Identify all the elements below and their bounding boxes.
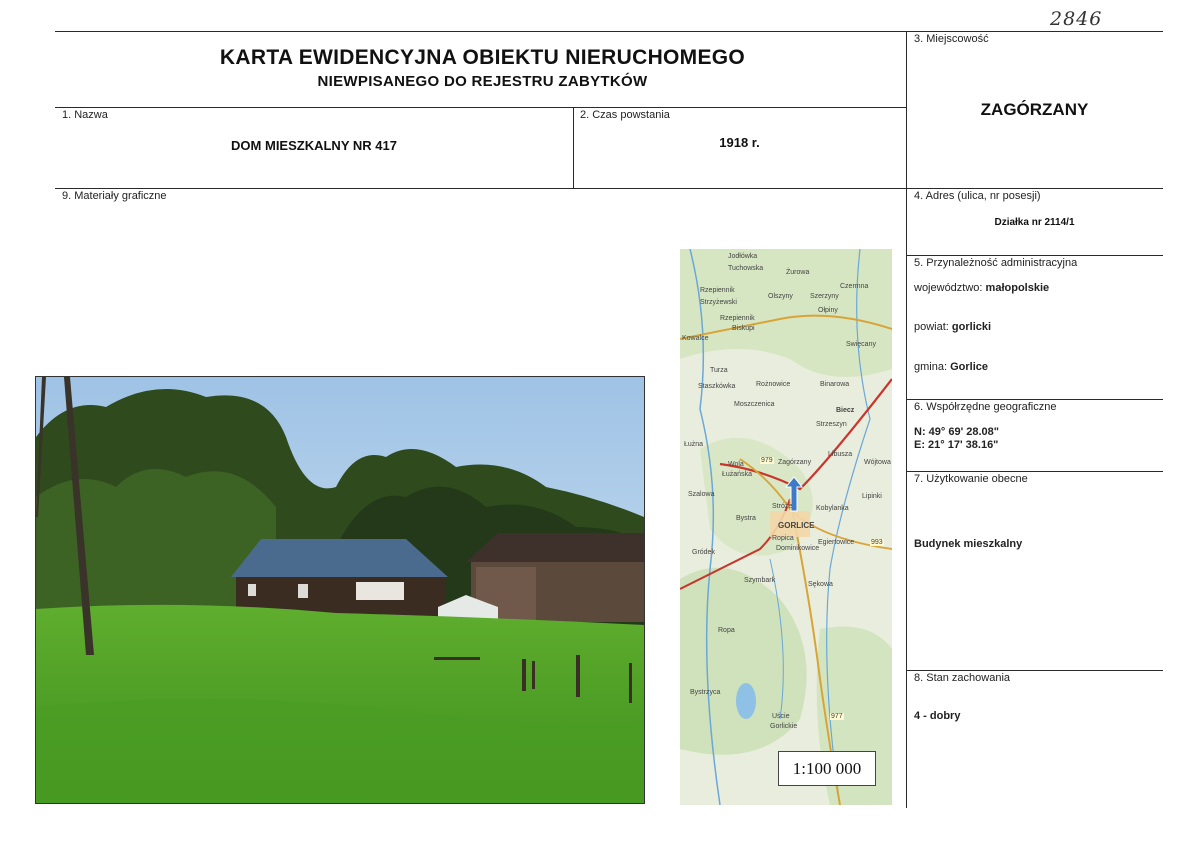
map-place-szerzyny: Szerzyny [810,293,839,300]
map-place-libusza: Libusza [828,451,853,458]
adres-bottom-line [906,255,1163,256]
map-place-szymbark: Szymbark [744,577,776,584]
map-place-biskupi: Biskupi [732,325,755,332]
map-place-zurowa: Żurowa [786,269,810,276]
stan-label: 8. Stan zachowania [914,672,1011,684]
wojewodztwo-value: małopolskie [985,282,1050,294]
gmina-label: gmina: [914,361,948,373]
miejscowosc-value: ZAGÓRZANY [980,100,1089,119]
map-place-sekowa: Sękowa [808,581,833,588]
map-place-gorlickie: Gorlickie [770,723,798,730]
przynaleznosc-bottom-line [906,399,1163,400]
title-bottom-line [55,107,906,108]
wspolrzedne-label: 6. Współrzędne geograficzne [914,401,1057,413]
map-place-rzepiennik-2: Rzepiennik [720,315,755,322]
handwritten-number: 2846 [1050,8,1103,30]
miejscowosc-label: 3. Miejscowość [914,33,989,45]
gmina-row [914,361,988,373]
map-place-zagorzany: Zagórzany [778,459,812,466]
wojewodztwo-row [914,282,1049,294]
map-place-dominikowice: Dominikowice [776,545,820,552]
stan-value: 4 - dobry [914,710,961,722]
map-place-binarowa: Binarowa [820,381,850,388]
wojewodztwo-label: województwo: [914,282,983,294]
czas-label: 2. Czas powstania [580,109,670,121]
map-place-strzyzewski: Strzyżewski [700,299,737,306]
map-place-tuchowska: Tuchowska [728,265,764,272]
map-place-kobylanka: Kobylanka [816,505,849,512]
map-place-turza: Turza [710,367,728,374]
map-scale-label: 1:100 000 [778,751,876,786]
map-place-biecz: Biecz [836,407,855,414]
top-border-line [55,31,1163,32]
wspolrzedne-bottom-line [906,471,1163,472]
map-road-979: 979 [761,457,773,464]
map-place-ropa: Ropa [718,627,735,634]
nazwa-value: DOM MIESZKALNY NR 417 [231,138,397,153]
map-place-lipinki: Lipinki [862,493,882,500]
przynaleznosc-label: 5. Przynależność administracyjna [914,257,1078,269]
map-place-bystrzyca: Bystrzyca [690,689,721,696]
map-place-grodek: Gródek [692,549,715,556]
coordinate-e: E: 21° 17' 38.16" [914,439,999,451]
map-place-luzanska: Łużańska [722,471,752,478]
map-place-staszkowka: Staszkówka [698,383,736,390]
map-place-wojtowa: Wójtowa [864,459,891,466]
map-place-wola: Wola [728,461,744,468]
map-place-czermna: Czermna [840,283,869,290]
map-place-olszyny: Olszyny [768,293,793,300]
coordinate-n: N: 49° 69' 28.08" [914,426,1000,438]
czas-value: 1918 r. [719,135,760,150]
adres-label: 4. Adres (ulica, nr posesji) [914,190,1041,202]
page-subtitle: NIEWPISANEGO DO REJESTRU ZABYTKÓW [317,73,648,90]
row2-bottom-line [55,188,1163,189]
nazwa-label: 1. Nazwa [62,109,108,121]
map-place-bystra: Bystra [736,515,756,522]
map-road-993: 993 [871,539,883,546]
map-place-jodlowka: Jodłówka [728,253,758,260]
map-place-gorlice: GORLICE [778,521,815,530]
map-place-swiecany: Swięcany [846,341,876,348]
uzytkowanie-bottom-line [906,670,1163,671]
uzytkowanie-value: Budynek mieszkalny [914,538,1023,550]
right-column-divider [906,31,907,808]
adres-value: Działka nr 2114/1 [994,217,1075,228]
map-place-kowalce: Kowalce [682,335,709,342]
powiat-row [914,321,991,333]
uzytkowanie-label: 7. Użytkowanie obecne [914,473,1028,485]
map-place-stroze: Stróże [772,503,793,510]
map-place-olpiny: Ołpiny [818,307,838,314]
house-photo [35,376,645,804]
powiat-value: gorlicki [951,321,992,333]
map-place-roznowice: Rożnowice [756,381,791,388]
location-map [680,249,892,805]
map-place-rzepiennik: Rzepiennik [700,287,735,294]
map-place-luzna: Łużna [684,441,704,448]
map-place-moszczenica: Moszczenica [734,401,775,408]
map-place-ropica: Ropica [772,535,794,542]
map-place-strzeszyn: Strzeszyn [816,421,847,428]
map-place-uscie: Uście [772,713,790,720]
map-place-egiertowice: Egiertowice [818,539,855,546]
gmina-value: Gorlice [950,361,988,373]
page-title: KARTA EWIDENCYJNA OBIEKTU NIERUCHOMEGO [219,46,746,69]
materialy-label: 9. Materiały graficzne [62,190,167,202]
map-road-977: 977 [831,713,843,720]
powiat-label: powiat: [914,321,949,333]
map-place-szalowa: Szalowa [688,491,715,498]
